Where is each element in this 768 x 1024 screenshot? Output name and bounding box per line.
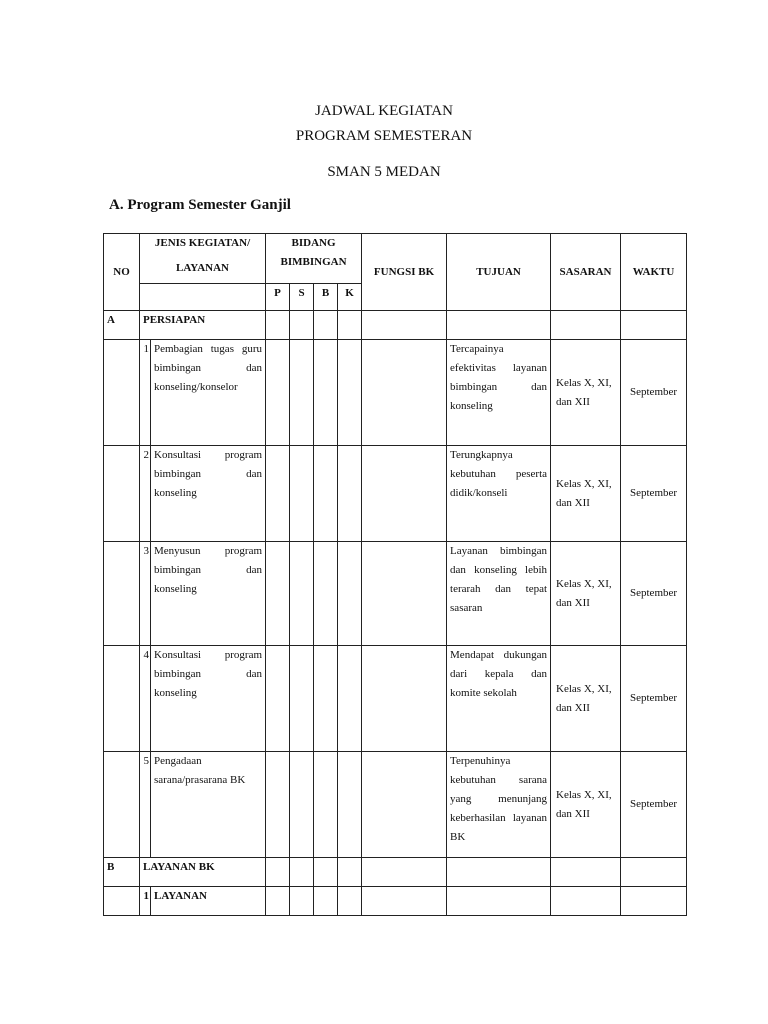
header-sub-s: S xyxy=(290,284,314,311)
header-sub-p: P xyxy=(266,284,290,311)
header-bidang-line2: BIMBINGAN xyxy=(280,256,347,268)
section-b-sub-row xyxy=(104,887,687,916)
row-number: 2 xyxy=(140,446,151,542)
table-row xyxy=(104,542,687,646)
section-b-label: LAYANAN BK xyxy=(140,858,266,887)
row-waktu: September xyxy=(621,646,687,752)
table-row xyxy=(104,446,687,542)
header-jenis-line1: JENIS KEGIATAN/ xyxy=(154,237,251,249)
section-a-row xyxy=(104,311,687,340)
row-waktu: September xyxy=(621,542,687,646)
row-number: 5 xyxy=(140,752,151,858)
table-row xyxy=(104,340,687,446)
header-sub-b: B xyxy=(314,284,338,311)
header-sub-k: K xyxy=(338,284,362,311)
header-no: NO xyxy=(104,234,140,311)
row-waktu: September xyxy=(621,340,687,446)
table-row xyxy=(104,752,687,858)
header-waktu: WAKTU xyxy=(621,234,687,311)
header-fungsi-bk: FUNGSI BK xyxy=(362,234,447,311)
row-tujuan: Terpenuhinya kebutuhan sarana yang menunjang keberhasilan layanan BK xyxy=(447,752,551,858)
header-jenis-kegiatan xyxy=(140,234,266,284)
header-tujuan: TUJUAN xyxy=(447,234,551,311)
document-title: JADWAL KEGIATAN xyxy=(315,103,453,119)
document-subtitle: PROGRAM SEMESTERAN xyxy=(295,128,473,144)
header-bidang-line1: BIDANG xyxy=(291,237,336,249)
row-kegiatan: Konsultasi program bimbingan dan konseling xyxy=(151,646,266,752)
row-sasaran: Kelas X, XI, dan XII xyxy=(551,542,621,646)
section-b-row xyxy=(104,858,687,887)
row-number: 1 xyxy=(140,340,151,446)
row-tujuan: Terungkapnya kebutuhan peserta didik/konseli xyxy=(447,446,551,542)
header-bidang-bimbingan xyxy=(266,234,362,284)
row-sasaran: Kelas X, XI, dan XII xyxy=(551,752,621,858)
table-row xyxy=(104,646,687,752)
row-number: 4 xyxy=(140,646,151,752)
header-jenis-blank xyxy=(140,284,266,311)
section-heading: A. Program Semester Ganjil xyxy=(109,197,291,213)
row-kegiatan: Pengadaan sarana/prasarana BK xyxy=(151,752,266,858)
school-name: SMAN 5 MEDAN xyxy=(327,164,441,180)
header-jenis-line2: LAYANAN xyxy=(176,262,229,274)
section-a-no: A xyxy=(104,311,140,340)
row-tujuan: Tercapainya efektivitas layanan bimbingan dan konseling xyxy=(447,340,551,446)
section-b-sub-label: LAYANAN xyxy=(151,887,266,916)
section-a-label: PERSIAPAN xyxy=(140,311,266,340)
row-kegiatan: Pembagian tugas guru bimbingan dan konseling/konselor xyxy=(151,340,266,446)
row-sasaran: Kelas X, XI, dan XII xyxy=(551,646,621,752)
row-tujuan: Mendapat dukungan dari kepala dan komite sekolah xyxy=(447,646,551,752)
row-number: 3 xyxy=(140,542,151,646)
table-header-row xyxy=(104,234,687,284)
row-sasaran: Kelas X, XI, dan XII xyxy=(551,446,621,542)
row-kegiatan: Menyusun program bimbingan dan konseling xyxy=(151,542,266,646)
section-b-sub-number: 1 xyxy=(140,887,151,916)
row-kegiatan: Konsultasi program bimbingan dan konseling xyxy=(151,446,266,542)
row-tujuan: Layanan bimbingan dan konseling lebih terarah dan tepat sasaran xyxy=(447,542,551,646)
section-b-no: B xyxy=(104,858,140,887)
schedule-table xyxy=(103,233,687,916)
header-sasaran: SASARAN xyxy=(551,234,621,311)
row-sasaran: Kelas X, XI, dan XII xyxy=(551,340,621,446)
row-waktu: September xyxy=(621,446,687,542)
row-waktu: September xyxy=(621,752,687,858)
